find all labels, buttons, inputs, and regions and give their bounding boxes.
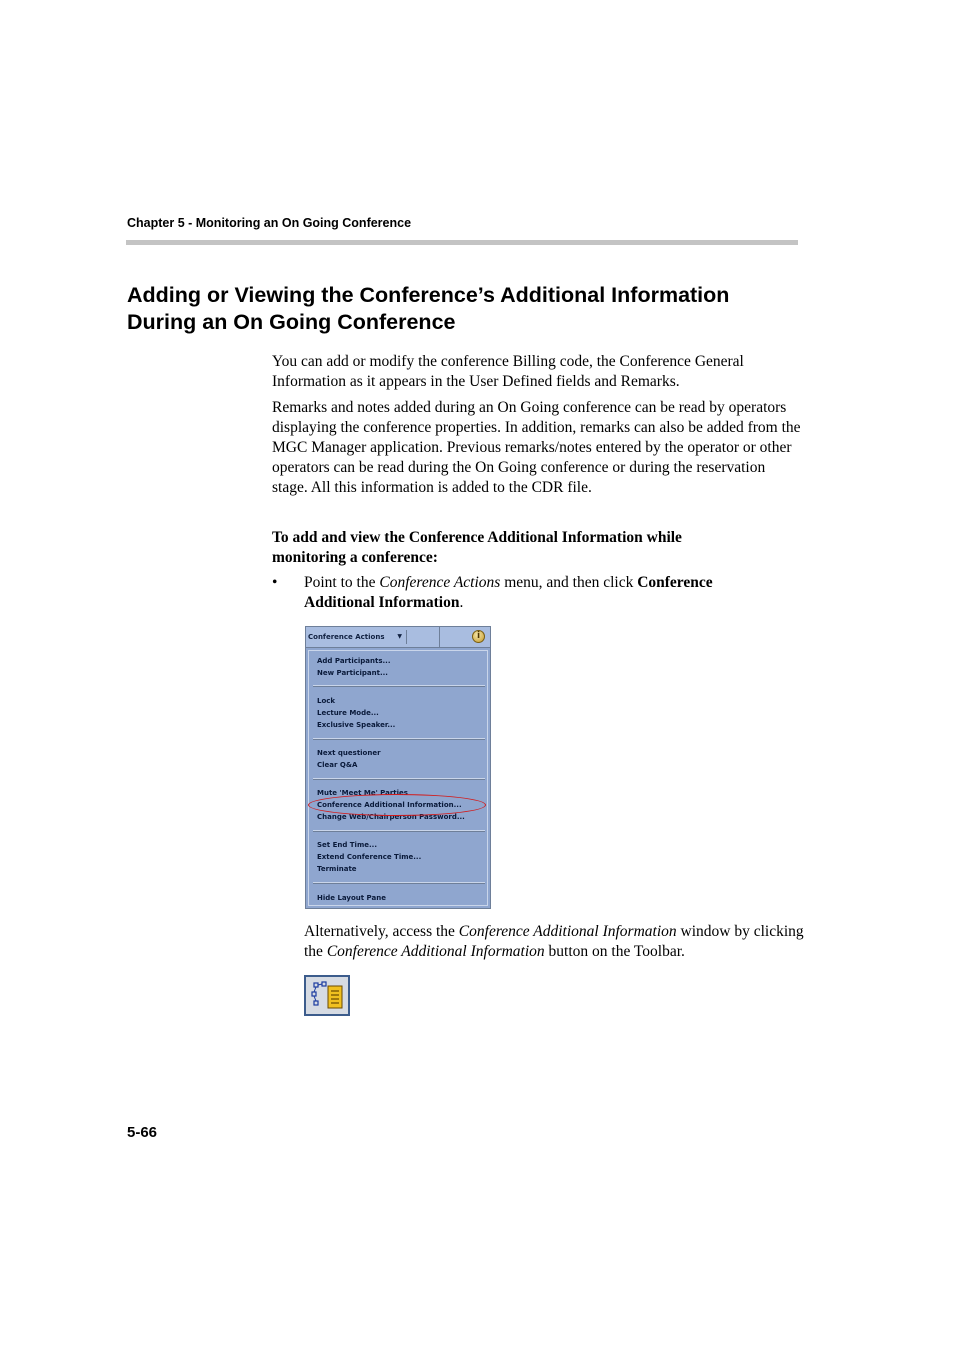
section-title-line-2: During an On Going Conference [127,310,456,334]
section-title-line-1: Adding or Viewing the Conference’s Additional Information [127,283,730,307]
menu-divider [313,882,485,884]
conference-additional-information-icon [306,977,348,1014]
body-paragraph-1 [272,352,802,392]
procedure-heading [272,528,742,568]
paragraph-text: You can add or modify the conference Billing code, the Conference General Information as it appears in the User Defined fields and Remarks. [272,353,744,390]
menu-item-set-end-time[interactable]: Set End Time... [317,841,377,849]
menu-title: Conference Actions [308,633,385,641]
bullet-text-pre: Point to the [304,574,380,591]
conference-additional-information-button[interactable] [304,975,350,1016]
menu-item-change-web-chairperson-password[interactable]: Change Web/Chairperson Password... [317,813,465,821]
chevron-down-icon: ▼ [397,633,402,640]
running-head: Chapter 5 - Monitoring an On Going Conference [127,216,412,230]
conference-actions-menu-button[interactable] [308,630,407,644]
alt-text-mid: window by clicking the [304,923,804,960]
menu-item-extend-conference-time[interactable]: Extend Conference Time... [317,853,422,861]
menu-item-exclusive-speaker[interactable]: Exclusive Speaker... [317,721,396,729]
bullet-text-end: . [459,594,464,611]
menu-item-terminate[interactable]: Terminate [317,865,357,873]
info-icon[interactable]: i [472,630,485,643]
menu-bar [306,627,490,648]
alt-button-name: Conference Additional Information [326,943,545,960]
bullet-command-name: Conference Additional Information [304,574,713,611]
page-number: 5-66 [127,1124,158,1141]
alternative-paragraph [304,922,804,962]
bullet-text-mid: menu, and then click [500,574,638,591]
paragraph-text: Remarks and notes added during an On Going conference can be read by operators displaying the conference properties. In addition, remarks can also be added from the MGC Manager application. Previous remarks/notes entered by the operator or other operators can be read during the On Going conference or during the reservation stage. All this information is added to the CDR file. [272,399,801,496]
menu-divider [313,778,485,780]
menu-item-lecture-mode[interactable]: Lecture Mode... [317,709,379,717]
menu-item-clear-qa[interactable]: Clear Q&A [317,761,358,769]
menu-item-conference-additional-information[interactable]: Conference Additional Information... [317,801,462,809]
alt-text-pre: Alternatively, access the [304,923,459,940]
menu-item-new-participant[interactable]: New Participant... [317,669,388,677]
menu-divider [313,830,485,832]
menu-item-mute-meet-me-parties[interactable]: Mute 'Meet Me' Parties [317,789,408,797]
menu-bar-divider [439,627,440,647]
bullet-text [304,573,774,613]
menu-item-hide-layout-pane[interactable]: Hide Layout Pane [317,894,386,902]
alt-window-name: Conference Additional Information [458,923,677,940]
menu-dropdown [308,650,488,906]
body-paragraph-2 [272,398,802,498]
header-rule [126,240,798,245]
highlight-ellipse [308,794,486,816]
menu-divider [313,685,485,687]
procedure-heading-text: To add and view the Conference Additional Information while monitoring a conference: [272,529,682,566]
conference-actions-menu-screenshot [305,626,491,909]
alt-text-end: button on the Toolbar. [544,943,685,960]
menu-divider [313,738,485,740]
section-title [127,282,807,336]
bullet-symbol: • [272,574,278,591]
menu-item-lock[interactable]: Lock [317,697,336,705]
menu-item-add-participants[interactable]: Add Participants... [317,657,391,665]
menu-item-next-questioner[interactable]: Next questioner [317,749,381,757]
bullet-menu-name: Conference Actions [379,574,501,591]
